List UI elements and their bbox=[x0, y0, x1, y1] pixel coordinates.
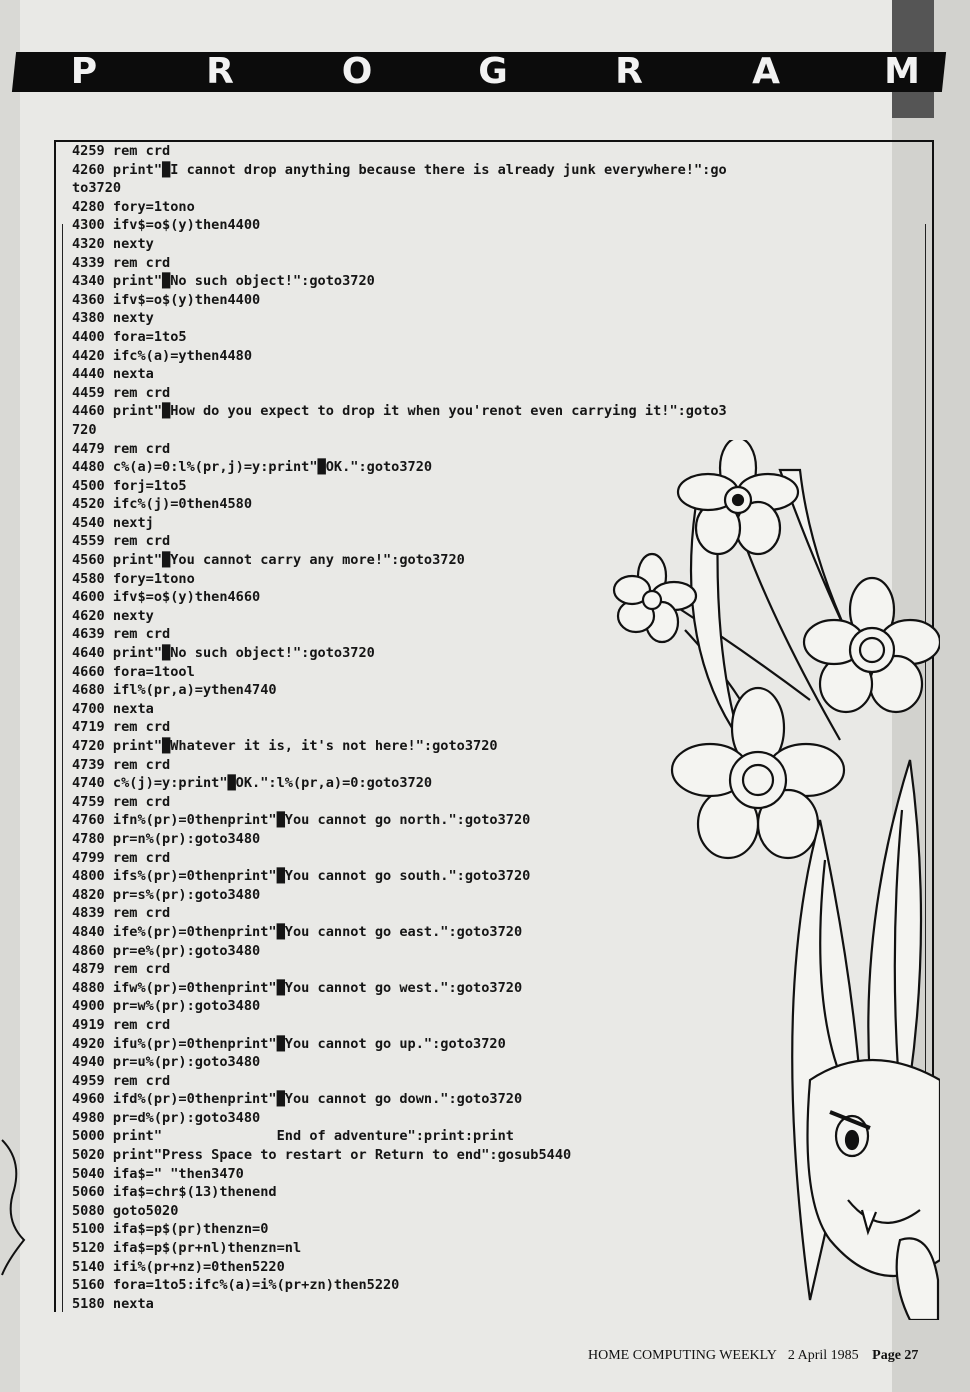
code-line: 5120 ifa$=p$(pr+nl)thenzn=nl bbox=[72, 1240, 302, 1257]
code-line: 4380 nexty bbox=[72, 310, 154, 327]
code-line: 4820 pr=s%(pr):goto3480 bbox=[72, 886, 261, 903]
code-line: 4959 rem crd bbox=[72, 1072, 171, 1089]
code-line: 4640 print"█No such object!":goto3720 bbox=[72, 645, 375, 662]
margin-scribble bbox=[0, 1130, 30, 1280]
code-line: 5020 print"Press Space to restart or Return to end":gosub5440 bbox=[72, 1147, 572, 1164]
code-line: 4940 pr=u%(pr):goto3480 bbox=[72, 1054, 261, 1071]
code-line: 4440 nexta bbox=[72, 366, 154, 383]
code-line: 4360 ifv$=o$(y)then4400 bbox=[72, 291, 261, 308]
code-line: 5000 print" End of adventure":print:print bbox=[72, 1128, 514, 1145]
code-line: 4459 rem crd bbox=[72, 384, 171, 401]
code-line: 4540 nextj bbox=[72, 514, 154, 531]
publication-name: HOME COMPUTING WEEKLY bbox=[588, 1348, 777, 1363]
code-line: 4880 ifw%(pr)=0thenprint"█You cannot go west.":goto3720 bbox=[72, 979, 523, 996]
code-line: 4879 rem crd bbox=[72, 961, 171, 978]
code-line: 4559 rem crd bbox=[72, 533, 171, 550]
code-line: 4620 nexty bbox=[72, 607, 154, 624]
program-banner bbox=[12, 52, 946, 92]
code-line: 5140 ifi%(pr+nz)=0then5220 bbox=[72, 1258, 285, 1275]
code-line: 720 bbox=[72, 421, 97, 438]
code-line: 4500 forj=1to5 bbox=[72, 477, 187, 494]
code-line: 4280 fory=1tono bbox=[72, 198, 195, 215]
code-line: 5080 goto5020 bbox=[72, 1202, 179, 1219]
code-line: 4860 pr=e%(pr):goto3480 bbox=[72, 942, 261, 959]
code-line: 4460 print"█How do you expect to drop it when you'renot even carrying it!":goto3 bbox=[72, 403, 727, 420]
code-line: 4919 rem crd bbox=[72, 1016, 171, 1033]
code-line: 4719 rem crd bbox=[72, 719, 171, 736]
code-line: 4320 nexty bbox=[72, 235, 154, 252]
code-line: 5180 nexta bbox=[72, 1295, 154, 1312]
code-line: 4480 c%(a)=0:l%(pr,j)=y:print"█OK.":goto3720 bbox=[72, 459, 433, 476]
banner-letter: M bbox=[884, 51, 920, 92]
code-line: 5060 ifa$=chr$(13)thenend bbox=[72, 1184, 277, 1201]
code-line: 4520 ifc%(j)=0then4580 bbox=[72, 496, 253, 513]
code-line: to3720 bbox=[72, 180, 122, 197]
code-line: 4960 ifd%(pr)=0thenprint"█You cannot go down.":goto3720 bbox=[72, 1091, 523, 1108]
code-line: 4720 print"█Whatever it is, it's not here!":goto3720 bbox=[72, 738, 498, 754]
code-line: 4760 ifn%(pr)=0thenprint"█You cannot go north.":goto3720 bbox=[72, 812, 531, 829]
code-line: 5160 fora=1to5:ifc%(a)=i%(pr+zn)then5220 bbox=[72, 1277, 400, 1294]
code-line: 4900 pr=w%(pr):goto3480 bbox=[72, 998, 261, 1015]
listing-frame-rule-left bbox=[62, 224, 63, 1312]
code-line: 4639 rem crd bbox=[72, 626, 171, 643]
banner-letter: O bbox=[341, 51, 372, 92]
banner-letter: R bbox=[615, 51, 644, 92]
code-line: 4759 rem crd bbox=[72, 793, 171, 810]
code-line: 4799 rem crd bbox=[72, 849, 171, 866]
code-line: 5100 ifa$=p$(pr)thenzn=0 bbox=[72, 1221, 269, 1238]
code-line: 4839 rem crd bbox=[72, 905, 171, 922]
code-line: 5040 ifa$=" "then3470 bbox=[72, 1165, 244, 1182]
code-line: 4420 ifc%(a)=ythen4480 bbox=[72, 347, 253, 364]
code-line: 4700 nexta bbox=[72, 700, 154, 717]
code-line: 4660 fora=1tool bbox=[72, 663, 195, 680]
page-number: Page 27 bbox=[872, 1348, 919, 1363]
code-line: 4740 c%(j)=y:print"█OK.":l%(pr,a)=0:goto3720 bbox=[72, 775, 433, 792]
code-line: 4739 rem crd bbox=[72, 756, 171, 773]
issue-date: 2 April 1985 bbox=[787, 1348, 859, 1363]
code-line: 4400 fora=1to5 bbox=[72, 328, 187, 345]
code-line: 4300 ifv$=o$(y)then4400 bbox=[72, 217, 261, 234]
code-line: 4680 ifl%(pr,a)=ythen4740 bbox=[72, 682, 277, 699]
code-line: 4580 fory=1tono bbox=[72, 570, 195, 587]
code-line: 4340 print"█No such object!":goto3720 bbox=[72, 273, 375, 290]
code-line: 4800 ifs%(pr)=0thenprint"█You cannot go south.":goto3720 bbox=[72, 868, 531, 885]
daffodil-rabbit-illustration bbox=[610, 440, 940, 1320]
code-line: 4840 ife%(pr)=0thenprint"█You cannot go east.":goto3720 bbox=[72, 923, 523, 940]
code-line: 4339 rem crd bbox=[72, 254, 171, 271]
code-line: 4479 rem crd bbox=[72, 440, 171, 457]
code-line: 4560 print"█You cannot carry any more!":goto3720 bbox=[72, 552, 465, 569]
code-line: 4980 pr=d%(pr):goto3480 bbox=[72, 1109, 261, 1126]
banner-letter: P bbox=[70, 51, 98, 92]
code-line: 4260 print"█I cannot drop anything because there is already junk everywhere!":go bbox=[72, 161, 727, 178]
code-line: 4780 pr=n%(pr):goto3480 bbox=[72, 830, 261, 847]
banner-letter: R bbox=[206, 51, 235, 92]
banner-letter: G bbox=[478, 51, 508, 92]
code-line: 4920 ifu%(pr)=0thenprint"█You cannot go up.":goto3720 bbox=[72, 1035, 506, 1052]
code-line: 4259 rem crd bbox=[72, 143, 171, 159]
page-footer bbox=[588, 1348, 918, 1364]
code-line: 4600 ifv$=o$(y)then4660 bbox=[72, 589, 261, 606]
banner-letter: A bbox=[751, 51, 780, 92]
